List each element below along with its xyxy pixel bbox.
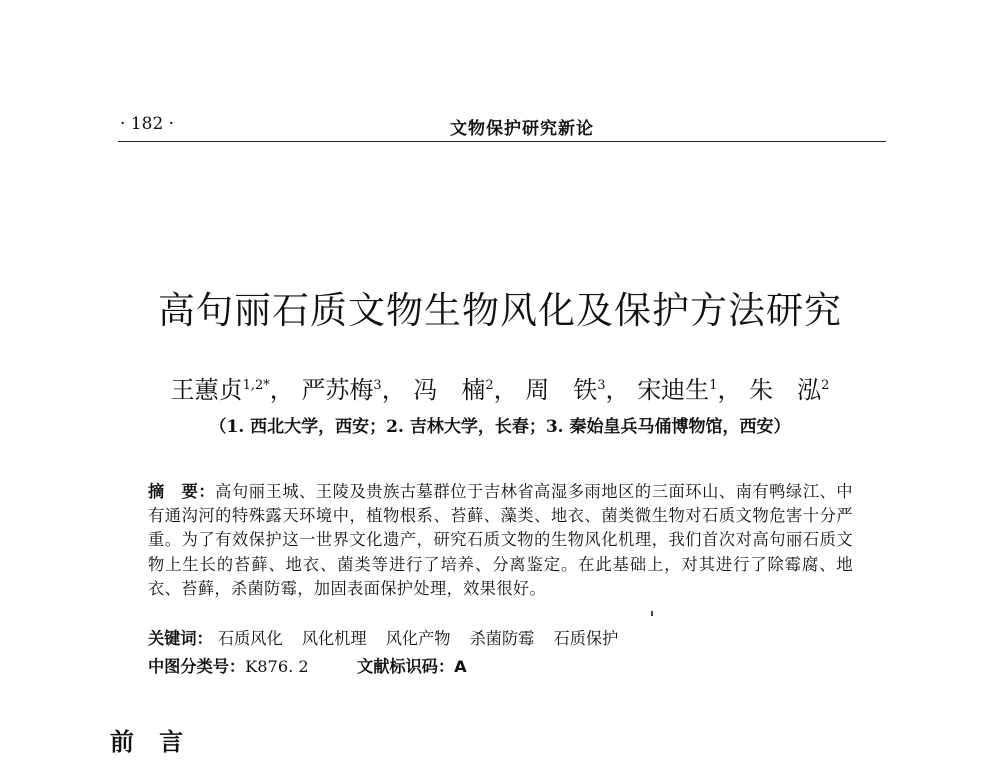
- classification-line: [148, 653, 467, 677]
- running-header: [120, 114, 886, 138]
- keyword: 风化机理: [301, 629, 367, 648]
- author: 朱 泓$^2$: [749, 376, 830, 404]
- abstract-label: 摘 要：: [148, 482, 216, 501]
- keyword: 风化产物: [385, 629, 451, 648]
- author: 王蕙贞$^{1,2*}$，: [170, 376, 294, 404]
- section-heading-preface: 前 言: [110, 728, 184, 756]
- keywords-line: [148, 625, 618, 649]
- keyword: 石质保护: [553, 629, 619, 648]
- doc-code-label: 文献标识码：: [357, 657, 455, 676]
- scan-speck: [651, 611, 653, 616]
- article-title: 高句丽石质文物生物风化及保护方法研究: [158, 289, 842, 332]
- author: 严苏梅$^3$，: [301, 376, 406, 404]
- affiliations: （1. 西北大学，西安；2. 吉林大学，长春；3. 秦始皇兵马俑博物馆，西安）: [209, 417, 791, 437]
- keywords-label: 关键词：: [148, 629, 213, 648]
- abstract-text: 高句丽王城、王陵及贵族古墓群位于吉林省高湿多雨地区的三面环山、南有鸭绿江、中有通沟河的特殊露天环境中，植物根系、苔藓、藻类、地衣、菌类微生物对石质文物危害十分严重。为了有效保护这一世界文化遗产，研究石质文物的生物风化机理，我们首次对高句丽石质文物上生长的苔藓、地衣、菌类等进行了培养、分离鉴定。在此基础上，对其进行了除霉腐、地衣、苔藓，杀菌防霉，加固表面保护处理，效果很好。: [148, 482, 853, 598]
- author-line: [0, 370, 1000, 405]
- keyword: 杀菌防霉: [469, 629, 535, 648]
- running-title: 文物保护研究新论: [450, 119, 594, 139]
- author: 周 铁$^3$，: [525, 376, 630, 404]
- doc-code-value: A: [454, 657, 467, 676]
- header-rule: [118, 141, 886, 142]
- clc-label: 中图分类号：: [148, 657, 246, 676]
- page-number: · 182 ·: [120, 114, 175, 134]
- abstract-block: [148, 480, 853, 601]
- keyword: 石质风化: [217, 629, 283, 648]
- clc-value: K876. 2: [245, 657, 309, 676]
- author: 宋迪生$^1$，: [637, 376, 742, 404]
- author: 冯 楠$^2$，: [413, 376, 518, 404]
